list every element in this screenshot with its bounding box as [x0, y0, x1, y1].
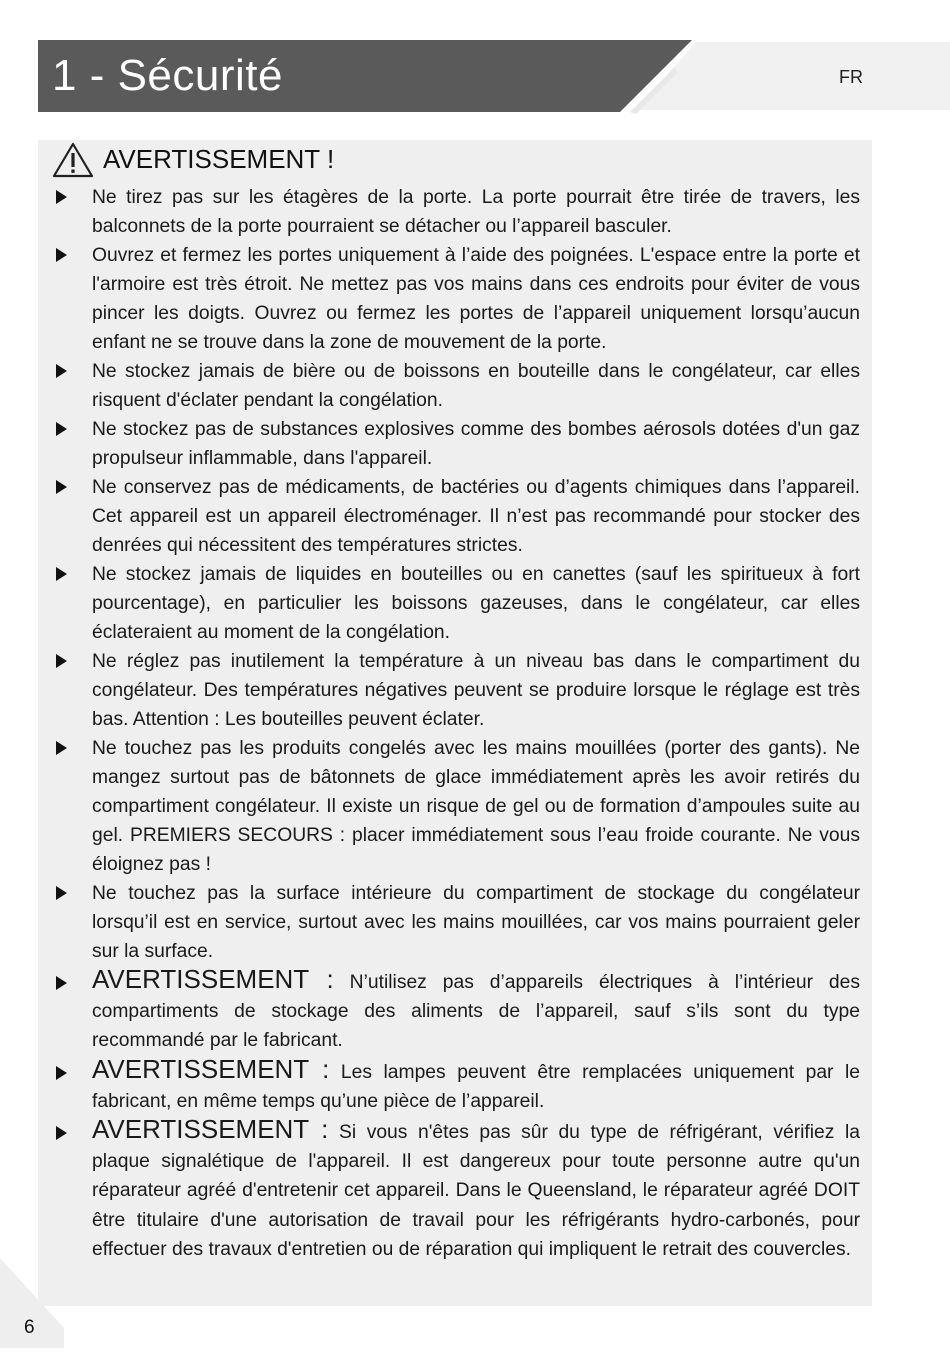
- bullet-arrow-icon: [56, 976, 67, 990]
- bullet-arrow-icon: [56, 741, 67, 755]
- page-corner-decoration: [0, 1258, 70, 1348]
- bullet-arrow-icon: [56, 190, 67, 204]
- list-item-text: Ne stockez jamais de liquides en bouteilles ou en canettes (sauf les spiritueux à fort pourcentage), en particulier les boissons gazeuses, dans le congélateur, car elles éclateraient au moment de la congélation.: [92, 564, 860, 643]
- list-item-text: Ne conservez pas de médicaments, de bactéries ou d’agents chimiques dans l’appareil. Cet appareil est un appareil électroménager. Il n’est pas recommandé pour stocker des denrées qui nécessitent des températures strictes.: [92, 477, 860, 556]
- bullet-arrow-icon: [56, 1066, 67, 1080]
- bullet-arrow-icon: [56, 567, 67, 581]
- bullet-arrow-icon: [56, 654, 67, 668]
- warning-title: AVERTISSEMENT !: [103, 144, 335, 174]
- warning-lead: AVERTISSEMENT :: [92, 1053, 330, 1084]
- list-item-text: Ne touchez pas les produits congelés avec les mains mouillées (porter des gants). Ne mangez surtout pas de bâtonnets de glace immédiatement après les avoir retirés du compartiment congélateur. Il existe un risque de gel ou de formation d’ampoules suite au gel. PREMIERS SECOURS : placer immédiatement sous l’eau froide courante. Ne vous éloignez pas !: [92, 738, 860, 875]
- list-item-text: Ne stockez pas de substances explosives comme des bombes aérosols dotées d'un gaz propulseur inflammable, dans l'appareil.: [92, 419, 860, 469]
- bullet-arrow-icon: [56, 886, 67, 900]
- list-item: [54, 560, 860, 647]
- bullet-arrow-icon: [56, 422, 67, 436]
- list-item-warning: [54, 966, 860, 1056]
- list-item: [54, 734, 860, 879]
- list-item: [54, 241, 860, 357]
- list-item: [54, 357, 860, 415]
- list-item-text: [92, 1053, 861, 1116]
- bullet-arrow-icon: [56, 248, 67, 262]
- header-decoration: [600, 38, 950, 114]
- warning-lead: AVERTISSEMENT :: [92, 1114, 329, 1145]
- list-item-warning: [54, 1116, 860, 1264]
- list-item-text: Ouvrez et fermez les portes uniquement à l’aide des poignées. L'espace entre la porte et l'armoire est très étroit. Ne mettez pas vos mains dans ces endroits pour éviter de vous pincer les doigts. Ouvrez ou fermez les portes de l’appareil uniquement lorsqu’aucun enfant ne se trouve dans la zone de mouvement de la porte.: [92, 245, 860, 353]
- list-item-text: Ne stockez jamais de bière ou de boissons en bouteille dans le congélateur, car elles risquent d'éclater pendant la congélation.: [92, 361, 860, 411]
- list-item: [54, 473, 860, 560]
- list-item: [54, 415, 860, 473]
- list-item-warning: [54, 1053, 861, 1116]
- list-item: [54, 879, 860, 966]
- bullet-arrow-icon: [56, 364, 67, 378]
- list-item-text: [92, 1116, 860, 1264]
- warning-text: Les lampes peuvent être remplacées uniquement par le fabricant, en même temps qu’une pièce de l’appareil.: [92, 1061, 861, 1112]
- warning-text: Si vous n'êtes pas sûr du type de réfrigérant, vérifiez la plaque signalétique de l'appareil. Il est dangereux pour toute personne autre qu'un réparateur agréé d'entretenir cet appareil. Dans le Queensland, le réparateur agréé DOIT être titulaire d'une autorisation de travail pour les réfrigérants hydro-carbonés, pour effectuer des travaux d'entretien ou de réparation qui impliquent le retrait des couvercles.: [92, 1122, 860, 1260]
- safety-list: [54, 183, 860, 1264]
- warning-text: N’utilisez pas d’appareils électriques à l’intérieur des compartiments de stockage des aliments de l’appareil, sauf s’ils sont du type recommandé par le fabricant.: [92, 972, 861, 1052]
- list-item-text: Ne touchez pas la surface intérieure du compartiment de stockage du congélateur lorsqu’il est en service, surtout avec les mains mouillées, car vos mains pourraient geler sur la surface.: [92, 883, 860, 962]
- list-item-text: Ne tirez pas sur les étagères de la porte. La porte pourrait être tirée de travers, les balconnets de la porte pourraient se détacher ou l’appareil basculer.: [92, 187, 860, 237]
- list-item: [54, 183, 860, 241]
- page-title: 1 - Sécurité: [52, 51, 283, 100]
- list-item-text: [92, 966, 860, 1056]
- page-number: 6: [24, 1317, 35, 1338]
- bullet-arrow-icon: [56, 1126, 67, 1140]
- warning-triangle-icon: [51, 141, 95, 179]
- list-item-text: Ne réglez pas inutilement la température à un niveau bas dans le compartiment du congélateur. Des températures négatives peuvent se produire lorsque le réglage est très bas. Attention : Les bouteilles peuvent éclater.: [92, 651, 860, 730]
- list-item: [54, 647, 860, 734]
- language-label: FR: [839, 67, 863, 87]
- bullet-arrow-icon: [56, 480, 67, 494]
- warning-lead: AVERTISSEMENT :: [92, 964, 334, 994]
